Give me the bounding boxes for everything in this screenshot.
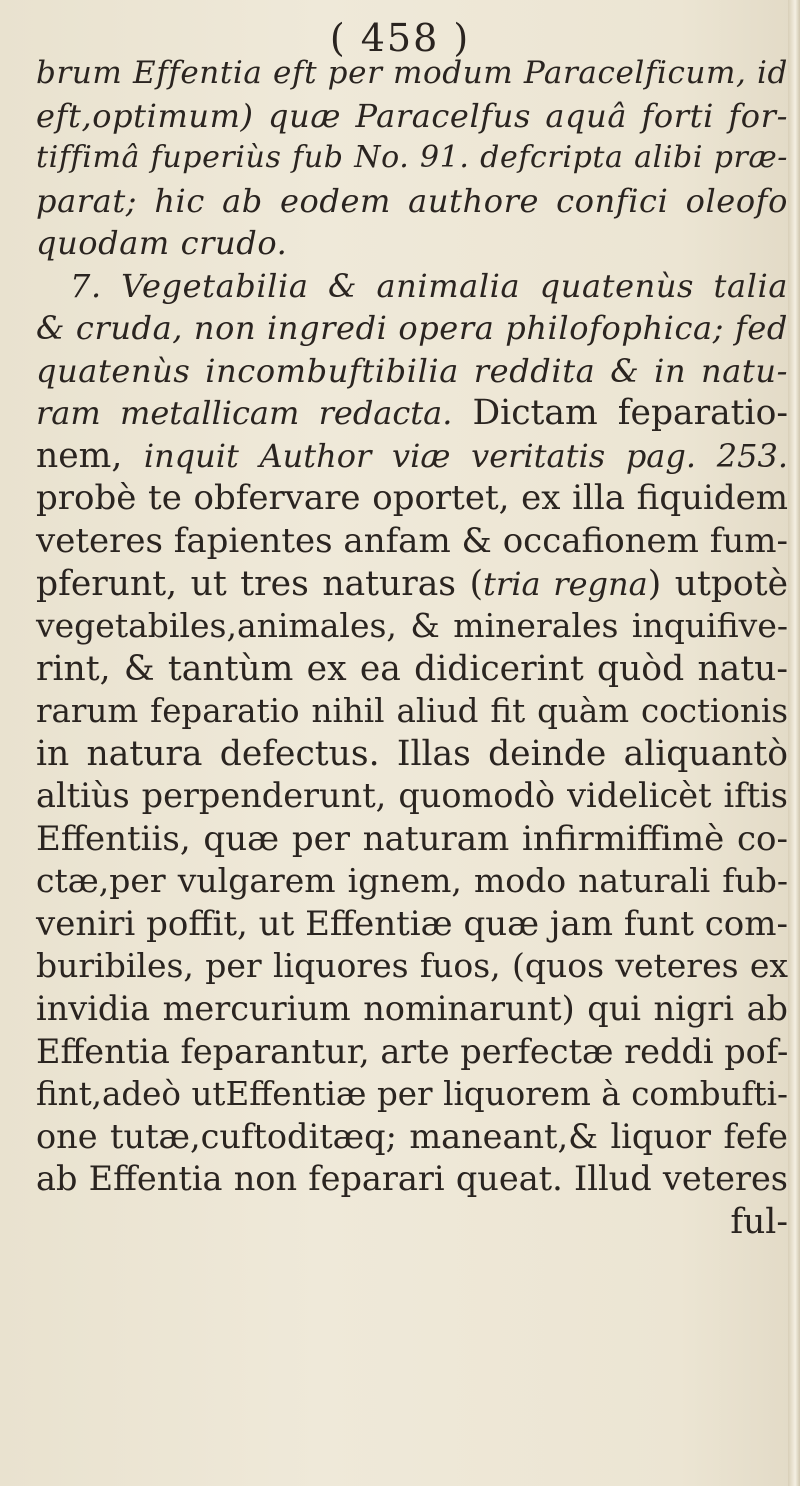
text-italic-run: inquit Author viæ veritatis pag. 253. <box>143 436 788 475</box>
text-line: in natura defectus. Illas deinde aliquantò <box>36 733 788 774</box>
text-line: tiffimâ fuperiùs fub No. 91. defcripta alibi præ- <box>36 140 788 176</box>
text-italic-run: tria regna <box>483 564 648 603</box>
text-line <box>36 435 788 478</box>
page-edge <box>788 0 800 1486</box>
text-line: 7. Vegetabilia & animalia quatenùs talia <box>70 266 788 305</box>
text-line: quodam crudo. <box>36 224 288 263</box>
text-line: one tutæ,cuftoditæq; maneant,& liquor fefe <box>36 1116 788 1156</box>
text-line: brum Effentia eft per modum Paracelficum, id <box>36 55 788 91</box>
text-line: vegetabiles,animales, & minerales inquifive- <box>36 606 788 646</box>
text-line: quatenùs incombuftibilia reddita & in natu- <box>36 351 788 390</box>
text-line: Effentiis, quæ per naturam infirmiffimè co- <box>36 818 788 859</box>
text-line: fint,adeò utEffentiæ per liquorem à combufti- <box>36 1075 788 1114</box>
text-line: rint, & tantùm ex ea didicerint quòd natu- <box>36 648 788 689</box>
catchword: ful- <box>730 1201 788 1242</box>
text-line: probè te obfervare oportet, ex illa fiquidem <box>36 478 788 519</box>
text-line: eft,optimum) quæ Paracelfus aquâ forti for- <box>36 96 788 135</box>
text-line: veteres fapientes anfam & occafionem fum- <box>36 521 788 562</box>
text-line: altiùs perpenderunt, quomodò videlicèt iftis <box>36 776 788 816</box>
text-line: & cruda, non ingredi opera philofophica; fed <box>36 309 788 348</box>
text-roman-run: pferunt, ut tres naturas ( <box>36 563 484 604</box>
text-line: parat; hic ab eodem authore confici oleofo <box>36 181 788 220</box>
text-roman-run: ) utpotè <box>647 563 788 604</box>
text-line <box>36 563 788 606</box>
text-roman-run: Dictam feparatio- <box>452 393 789 434</box>
text-roman-run: nem, <box>36 435 144 476</box>
text-line: rarum feparatio nihil aliud fit quàm coctionis <box>36 692 788 731</box>
text-line: invidia mercurium nominarunt) qui nigri ab <box>36 989 788 1029</box>
text-line: ab Effentia non feparari queat. Illud veteres <box>36 1159 788 1199</box>
text-line: veniri poffit, ut Effentiæ quæ jam funt com- <box>36 903 788 944</box>
text-line: buribiles, per liquores fuos, (quos veteres ex <box>36 946 788 986</box>
text-italic-run: ram metallicam redacta. <box>36 394 453 433</box>
body-text <box>36 52 788 1243</box>
text-line: Effentia feparantur, arte perfectæ reddi pof- <box>36 1031 789 1071</box>
page-number: ( 458 ) <box>329 16 471 60</box>
text-line: ctæ,per vulgarem ignem, modo naturali fub- <box>36 861 788 901</box>
text-line <box>36 392 788 435</box>
